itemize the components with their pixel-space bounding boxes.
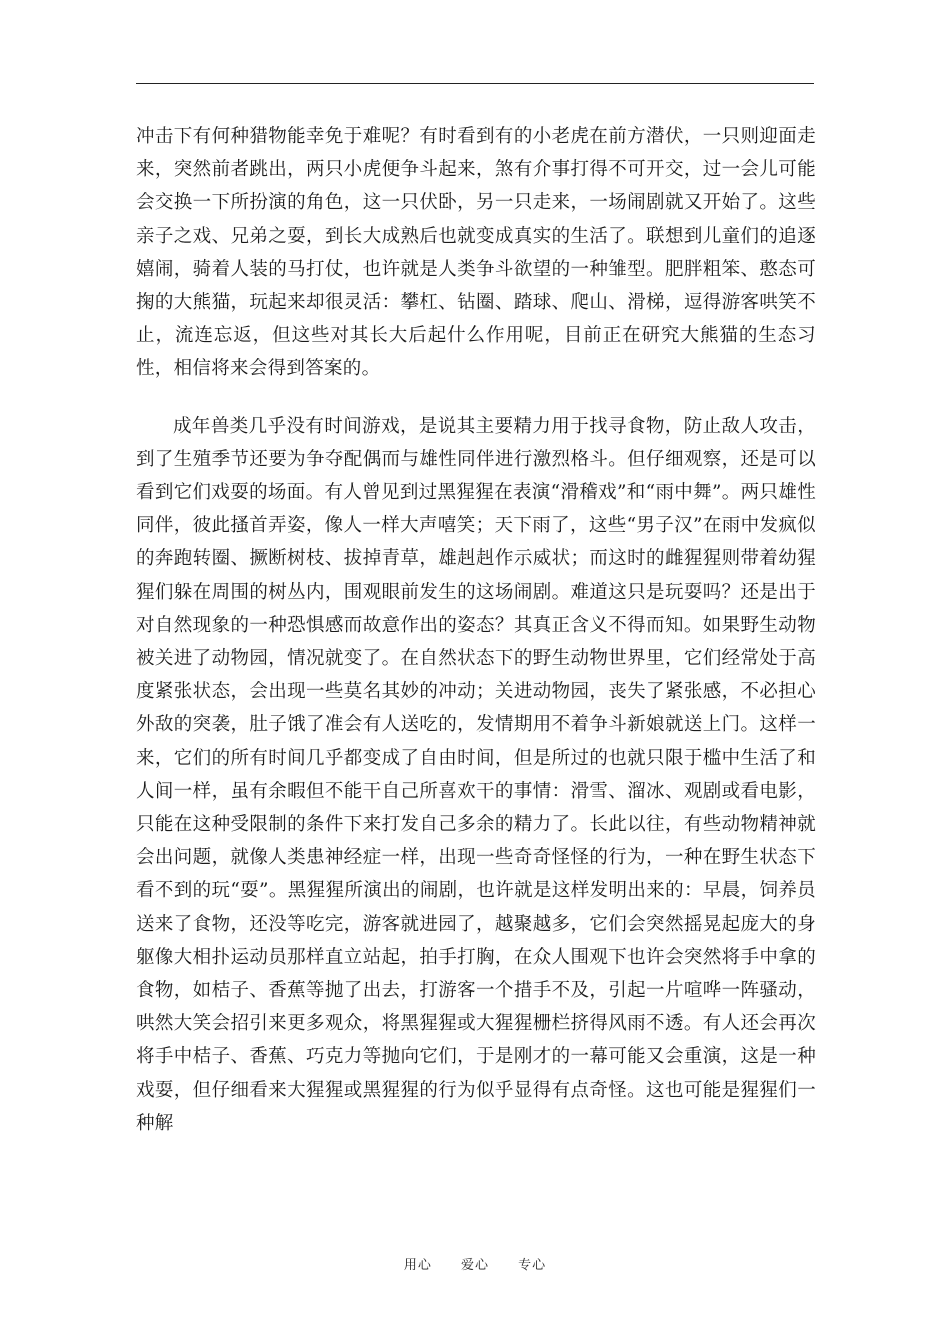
paragraph: 成年兽类几乎没有时间游戏，是说其主要精力用于找寻食物，防止敌人攻击，到了生殖季节还要为争夺配偶而与雄性同伴进行激烈格斗。但仔细观察，还是可以看到它们戏耍的场面。有人曾见到过黑猩猩在表演“滑稽戏”和“雨中舞”。两只雄性同伴，彼此搔首弄姿，像人一样大声嘻笑；天下雨了，这些“男子汉”在雨中发疯似的奔跑转圈、撅断树枝、拔掉青草，雄赳赳作示威状；而这时的雌猩猩则带着幼猩猩们躲在周围的树丛内，围观眼前发生的这场闹剧。难道这只是玩耍吗？还是出于对自然现象的一种恐惧感而故意作出的姿态？其真正含义不得而知。如果野生动物被关进了动物园，情况就变了。在自然状态下的野生动物世界里，它们经常处于高度紧张状态，会出现一些莫名其妙的冲动；关进动物园，丧失了紧张感，不必担心外敌的突袭，肚子饿了准会有人送吃的，发情期用不着争斗新娘就送上门。这样一来，它们的所有时间几乎都变成了自由时间，但是所过的也就只限于槛中生活了和人间一样，虽有余暇但不能干自己所喜欢干的事情：滑雪、溜冰、观剧或看电影，只能在这种受限制的条件下来打发自己多余的精力了。长此以往，有些动物精神就会出问题，就像人类患神经症一样，出现一些奇奇怪怪的行为，一种在野生状态下看不到的玩“耍”。黑猩猩所演出的闹剧，也许就是这样发明出来的：早晨，饲养员送来了食物，还没等吃完，游客就进园了，越聚越多，它们会突然摇晃起庞大的身躯像大相扑运动员那样直立站起，拍手打胸，在众人围观下也许会突然将手中拿的食物，如桔子、香蕉等抛了出去，打游客一个措手不及，引起一片喧哗一阵骚动，哄然大笑会招引来更多观众，将黑猩猩或大猩猩栅栏挤得风雨不透。有人还会再次将手中桔子、香蕉、巧克力等抛向它们，于是刚才的一幕可能又会重演，这是一种戏耍，但仔细看来大猩猩或黑猩猩的行为似乎显得有点奇怪。这也可能是猩猩们一种解 [136,415,816,1134]
header-rule [136,83,814,84]
page-footer [0,1254,950,1273]
footer-item: 用心 [403,1258,432,1273]
paragraph: 冲击下有何种猎物能幸免于难呢？有时看到有的小老虎在前方潜伏，一只则迎面走来，突然前者跳出，两只小虎便争斗起来，煞有介事打得不可开交，过一会儿可能会交换一下所扮演的角色，这一只伏卧，另一只走来，一场闹剧就又开始了。这些亲子之戏、兄弟之耍，到长大成熟后也就变成真实的生活了。联想到儿童们的追逐嬉闹，骑着人装的马打仗，也许就是人类争斗欲望的一种雏型。肥胖粗笨、憨态可掬的大熊猫，玩起来却很灵活：攀杠、钻圈、踏球、爬山、滑梯，逗得游客哄笑不止，流连忘返，但这些对其长大后起什么作用呢，目前正在研究大熊猫的生态习性，相信将来会得到答案的。 [136,126,816,380]
footer-item: 爱心 [460,1258,489,1273]
document-body [136,120,816,1140]
footer-item: 专心 [518,1258,547,1273]
